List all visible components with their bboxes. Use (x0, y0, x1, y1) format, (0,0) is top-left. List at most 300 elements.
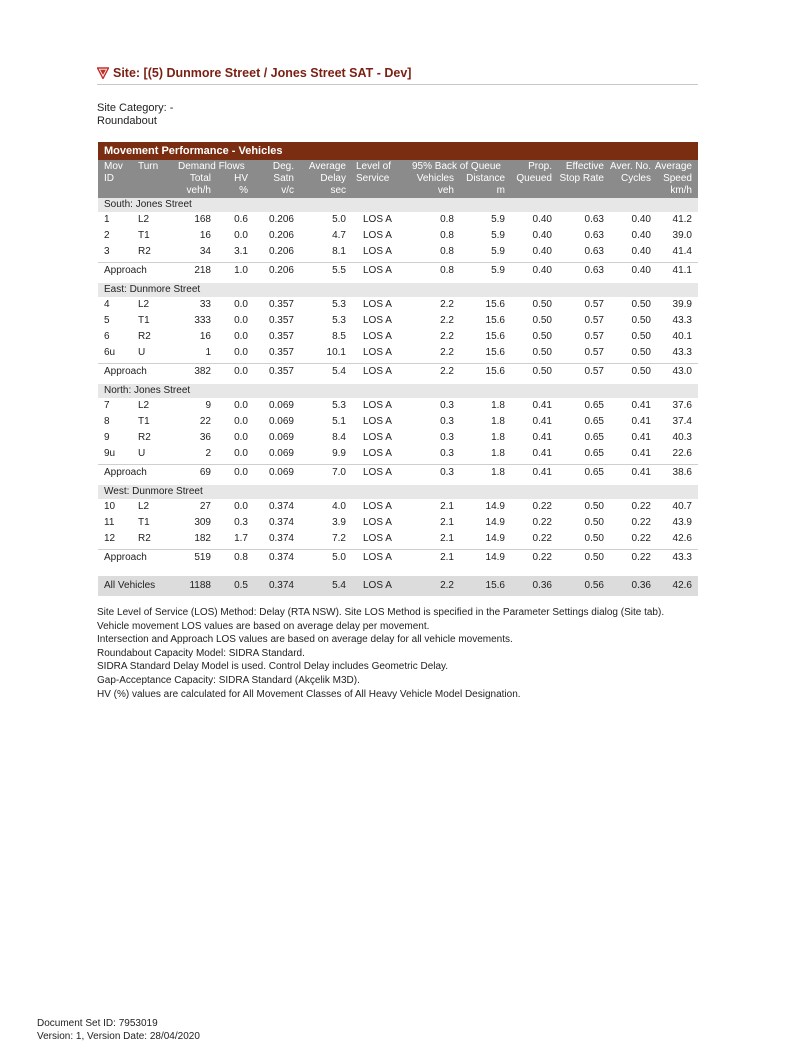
notes (97, 606, 664, 701)
cell-total-flow: 33 (199, 299, 211, 310)
cell-turn: T1 (138, 315, 150, 326)
header-effective: Effective (565, 161, 604, 172)
cell-hv-percent: 1.7 (234, 533, 248, 544)
cell-queue-distance: 1.8 (491, 432, 505, 443)
cell-total-flow: 519 (194, 552, 211, 563)
header-total-unit: veh/h (186, 185, 211, 196)
cell-hv-percent: 0.0 (234, 315, 248, 326)
cell-deg-satn: 0.357 (268, 347, 294, 358)
cell-mov-id: 10 (104, 501, 116, 512)
cell-level-of-service: LOS A (363, 366, 392, 377)
cell-aver-cycles: 0.40 (631, 246, 651, 257)
header-mov: Mov (104, 161, 123, 172)
header-hv: HV (234, 173, 248, 184)
cell-hv-percent: 0.0 (234, 347, 248, 358)
cell-aver-cycles: 0.41 (631, 416, 651, 427)
header-prop: Prop. (528, 161, 552, 172)
header-queued: Queued (516, 173, 552, 184)
table-body (98, 198, 698, 596)
cell-aver-cycles: 0.50 (631, 347, 651, 358)
table-row (98, 244, 698, 260)
cell-aver-cycles: 0.40 (631, 214, 651, 225)
cell-avg-speed: 42.6 (672, 533, 692, 544)
cell-prop-queued: 0.22 (532, 533, 552, 544)
cell-avg-speed: 41.1 (672, 265, 692, 276)
header-average-speed: Average (654, 161, 692, 172)
cell-deg-satn: 0.206 (268, 230, 294, 241)
cell-stop-rate: 0.50 (584, 517, 604, 528)
cell-aver-cycles: 0.22 (631, 552, 651, 563)
cell-queue-vehicles: 2.1 (440, 501, 454, 512)
table-row (98, 297, 698, 313)
cell-mov-id: 9u (104, 448, 116, 459)
approach-section-header: South: Jones Street (98, 198, 698, 212)
cell-mov-id: 7 (104, 400, 110, 411)
cell-hv-percent: 0.0 (234, 400, 248, 411)
cell-aver-cycles: 0.50 (631, 331, 651, 342)
header-deg-unit: v/c (281, 185, 294, 196)
cell-level-of-service: LOS A (363, 432, 392, 443)
cell-deg-satn: 0.374 (268, 580, 294, 591)
cell-turn: R2 (138, 533, 151, 544)
cell-queue-vehicles: 0.3 (440, 467, 454, 478)
document-footer (37, 1017, 200, 1043)
cell-queue-vehicles: 2.2 (440, 580, 454, 591)
cell-queue-distance: 15.6 (485, 580, 505, 591)
cell-level-of-service: LOS A (363, 214, 392, 225)
cell-level-of-service: LOS A (363, 331, 392, 342)
header-delay: Delay (320, 173, 346, 184)
cell-level-of-service: LOS A (363, 230, 392, 241)
cell-stop-rate: 0.50 (584, 552, 604, 563)
header-speed-unit: km/h (670, 185, 692, 196)
cell-avg-speed: 37.6 (672, 400, 692, 411)
cell-stop-rate: 0.63 (584, 214, 604, 225)
header-back-of-queue: 95% Back of Queue (412, 161, 501, 172)
cell-hv-percent: 0.0 (234, 366, 248, 377)
cell-prop-queued: 0.40 (532, 265, 552, 276)
cell-total-flow: 182 (194, 533, 211, 544)
section-spacer (98, 565, 698, 570)
movement-performance-table (98, 142, 698, 596)
cell-avg-speed: 22.6 (672, 448, 692, 459)
cell-aver-cycles: 0.36 (631, 580, 651, 591)
header-hv-unit: % (239, 185, 248, 196)
cell-level-of-service: LOS A (363, 580, 392, 591)
table-row (98, 228, 698, 244)
table-row (98, 446, 698, 462)
approach-section-header: East: Dunmore Street (98, 283, 698, 297)
cell-queue-vehicles: 2.2 (440, 331, 454, 342)
cell-avg-delay: 4.7 (332, 230, 346, 241)
cell-queue-distance: 1.8 (491, 400, 505, 411)
cell-stop-rate: 0.57 (584, 331, 604, 342)
roundabout-site-icon (97, 67, 109, 79)
note-line: Intersection and Approach LOS values are based on average delay for all vehicle movements. (97, 634, 513, 646)
cell-aver-cycles: 0.50 (631, 315, 651, 326)
cell-total-flow: 34 (199, 246, 211, 257)
cell-deg-satn: 0.069 (268, 416, 294, 427)
cell-queue-distance: 14.9 (485, 533, 505, 544)
header-aver-no: Aver. No. (610, 161, 651, 172)
cell-avg-speed: 37.4 (672, 416, 692, 427)
table-row (98, 531, 698, 547)
cell-deg-satn: 0.069 (268, 400, 294, 411)
cell-queue-vehicles: 0.3 (440, 448, 454, 459)
cell-queue-vehicles: 2.2 (440, 366, 454, 377)
cell-turn: U (138, 448, 146, 459)
cell-total-flow: 1 (205, 347, 211, 358)
cell-avg-delay: 5.3 (332, 299, 346, 310)
cell-hv-percent: 0.0 (234, 416, 248, 427)
header-delay-unit: sec (330, 185, 346, 196)
cell-queue-vehicles: 0.3 (440, 416, 454, 427)
cell-stop-rate: 0.57 (584, 299, 604, 310)
cell-turn: R2 (138, 331, 151, 342)
cell-prop-queued: 0.41 (532, 416, 552, 427)
cell-total-flow: 22 (199, 416, 211, 427)
header-distance: Distance (466, 173, 505, 184)
cell-level-of-service: LOS A (363, 400, 392, 411)
cell-level-of-service: LOS A (363, 265, 392, 276)
cell-queue-vehicles: 0.8 (440, 246, 454, 257)
cell-mov-id: Approach (104, 552, 147, 563)
cell-deg-satn: 0.206 (268, 214, 294, 225)
site-type: Roundabout (97, 115, 157, 127)
cell-stop-rate: 0.63 (584, 265, 604, 276)
cell-hv-percent: 0.5 (234, 580, 248, 591)
cell-hv-percent: 0.0 (234, 448, 248, 459)
cell-queue-distance: 5.9 (491, 214, 505, 225)
cell-total-flow: 1188 (189, 580, 211, 591)
cell-total-flow: 2 (205, 448, 211, 459)
cell-aver-cycles: 0.22 (631, 517, 651, 528)
cell-queue-vehicles: 0.3 (440, 400, 454, 411)
cell-total-flow: 9 (205, 400, 211, 411)
table-row (98, 515, 698, 531)
cell-avg-delay: 4.0 (332, 501, 346, 512)
approach-section-header: West: Dunmore Street (98, 485, 698, 499)
cell-deg-satn: 0.374 (268, 552, 294, 563)
approach-total-row (98, 464, 698, 480)
cell-level-of-service: LOS A (363, 347, 392, 358)
cell-prop-queued: 0.22 (532, 517, 552, 528)
cell-avg-delay: 9.9 (332, 448, 346, 459)
cell-stop-rate: 0.50 (584, 501, 604, 512)
cell-deg-satn: 0.374 (268, 517, 294, 528)
table-header (98, 160, 698, 198)
cell-aver-cycles: 0.50 (631, 299, 651, 310)
header-service: Service (356, 173, 390, 184)
cell-stop-rate: 0.65 (584, 416, 604, 427)
cell-avg-speed: 43.3 (672, 552, 692, 563)
header-satn: Satn (273, 173, 294, 184)
cell-stop-rate: 0.65 (584, 467, 604, 478)
cell-prop-queued: 0.50 (532, 299, 552, 310)
cell-queue-distance: 15.6 (485, 366, 505, 377)
cell-queue-distance: 14.9 (485, 552, 505, 563)
cell-stop-rate: 0.56 (584, 580, 604, 591)
cell-deg-satn: 0.069 (268, 467, 294, 478)
cell-avg-delay: 5.0 (332, 552, 346, 563)
cell-avg-delay: 7.0 (332, 467, 346, 478)
note-line: Site Level of Service (LOS) Method: Delay (RTA NSW). Site LOS Method is specified in the Parameter Settings dialog (Site tab). (97, 607, 665, 618)
cell-avg-speed: 41.2 (672, 214, 692, 225)
approach-total-row (98, 363, 698, 379)
cell-deg-satn: 0.206 (268, 246, 294, 257)
site-category (97, 102, 173, 128)
cell-mov-id: Approach (104, 366, 147, 377)
cell-avg-delay: 8.1 (332, 246, 346, 257)
cell-stop-rate: 0.57 (584, 315, 604, 326)
cell-queue-distance: 1.8 (491, 467, 505, 478)
cell-stop-rate: 0.57 (584, 366, 604, 377)
note-line: Vehicle movement LOS values are based on average delay per movement. (97, 620, 430, 632)
cell-queue-distance: 5.9 (491, 246, 505, 257)
cell-level-of-service: LOS A (363, 246, 392, 257)
cell-queue-distance: 14.9 (485, 517, 505, 528)
cell-aver-cycles: 0.40 (631, 265, 651, 276)
cell-queue-vehicles: 2.2 (440, 315, 454, 326)
cell-avg-delay: 10.1 (326, 347, 346, 358)
cell-mov-id: Approach (104, 467, 147, 478)
cell-level-of-service: LOS A (363, 517, 392, 528)
cell-avg-delay: 5.3 (332, 315, 346, 326)
cell-stop-rate: 0.63 (584, 230, 604, 241)
cell-hv-percent: 0.0 (234, 299, 248, 310)
cell-avg-speed: 43.3 (672, 315, 692, 326)
cell-mov-id: All Vehicles (104, 580, 156, 591)
cell-aver-cycles: 0.22 (631, 501, 651, 512)
cell-total-flow: 16 (199, 230, 211, 241)
cell-level-of-service: LOS A (363, 315, 392, 326)
cell-mov-id: 11 (104, 517, 115, 528)
cell-turn: L2 (138, 400, 150, 411)
cell-avg-speed: 43.3 (672, 347, 692, 358)
cell-avg-delay: 8.5 (332, 331, 346, 342)
cell-avg-delay: 5.4 (332, 580, 346, 591)
cell-mov-id: 2 (104, 230, 110, 241)
header-demand-flows: Demand Flows (178, 161, 245, 172)
cell-avg-speed: 39.0 (672, 230, 692, 241)
cell-hv-percent: 0.0 (234, 230, 248, 241)
cell-prop-queued: 0.50 (532, 331, 552, 342)
cell-total-flow: 333 (194, 315, 211, 326)
cell-deg-satn: 0.069 (268, 448, 294, 459)
cell-hv-percent: 0.8 (234, 552, 248, 563)
cell-queue-distance: 15.6 (485, 299, 505, 310)
cell-hv-percent: 0.0 (234, 432, 248, 443)
cell-queue-distance: 15.6 (485, 315, 505, 326)
cell-queue-vehicles: 2.1 (440, 517, 454, 528)
cell-queue-vehicles: 2.1 (440, 552, 454, 563)
document-version: Version: 1, Version Date: 28/04/2020 (37, 1031, 200, 1042)
document-set-id: Document Set ID: 7953019 (37, 1018, 158, 1029)
cell-avg-delay: 8.4 (332, 432, 346, 443)
header-vehicles: Vehicles (416, 173, 454, 184)
approach-section-header: North: Jones Street (98, 384, 698, 398)
site-title: Site: [(5) Dunmore Street / Jones Street SAT - Dev] (113, 66, 412, 80)
cell-hv-percent: 0.0 (234, 501, 248, 512)
cell-queue-vehicles: 2.1 (440, 533, 454, 544)
header-cycles: Cycles (620, 173, 651, 184)
site-title-bar (97, 66, 698, 85)
cell-total-flow: 27 (199, 501, 211, 512)
table-row (98, 398, 698, 414)
cell-deg-satn: 0.206 (268, 265, 294, 276)
cell-deg-satn: 0.374 (268, 501, 294, 512)
cell-mov-id: 1 (104, 214, 110, 225)
cell-deg-satn: 0.357 (268, 315, 294, 326)
cell-total-flow: 168 (194, 214, 211, 225)
cell-aver-cycles: 0.41 (631, 432, 651, 443)
site-category-label: Site Category: - (97, 102, 174, 114)
cell-prop-queued: 0.40 (532, 214, 552, 225)
table-row (98, 499, 698, 515)
cell-turn: U (138, 347, 146, 358)
cell-deg-satn: 0.069 (268, 432, 294, 443)
header-vehicles-unit: veh (437, 185, 454, 196)
cell-queue-vehicles: 0.8 (440, 214, 454, 225)
cell-avg-speed: 40.1 (672, 331, 692, 342)
cell-prop-queued: 0.50 (532, 347, 552, 358)
cell-prop-queued: 0.22 (532, 552, 552, 563)
cell-queue-vehicles: 2.2 (440, 347, 454, 358)
cell-avg-speed: 40.3 (672, 432, 692, 443)
cell-prop-queued: 0.41 (532, 432, 552, 443)
cell-total-flow: 218 (194, 265, 211, 276)
note-line: SIDRA Standard Delay Model is used. Control Delay includes Geometric Delay. (97, 661, 449, 673)
cell-stop-rate: 0.57 (584, 347, 604, 358)
note-line: Roundabout Capacity Model: SIDRA Standard. (97, 647, 305, 659)
cell-prop-queued: 0.41 (532, 467, 552, 478)
cell-queue-distance: 1.8 (491, 448, 505, 459)
cell-hv-percent: 0.6 (234, 214, 248, 225)
cell-hv-percent: 0.3 (234, 517, 248, 528)
cell-prop-queued: 0.22 (532, 501, 552, 512)
cell-avg-speed: 39.9 (672, 299, 692, 310)
cell-turn: T1 (138, 517, 150, 528)
cell-mov-id: 6u (104, 347, 116, 358)
cell-deg-satn: 0.357 (268, 299, 294, 310)
cell-total-flow: 16 (199, 331, 211, 342)
cell-level-of-service: LOS A (363, 299, 392, 310)
cell-avg-delay: 5.3 (332, 400, 346, 411)
cell-mov-id: Approach (104, 265, 147, 276)
cell-stop-rate: 0.65 (584, 432, 604, 443)
cell-hv-percent: 3.1 (234, 246, 248, 257)
cell-stop-rate: 0.50 (584, 533, 604, 544)
all-vehicles-row (98, 576, 698, 596)
cell-aver-cycles: 0.41 (631, 400, 651, 411)
cell-total-flow: 36 (199, 432, 211, 443)
cell-total-flow: 69 (199, 467, 211, 478)
cell-prop-queued: 0.40 (532, 246, 552, 257)
approach-total-row (98, 549, 698, 565)
table-title: Movement Performance - Vehicles (98, 142, 698, 160)
cell-queue-distance: 15.6 (485, 347, 505, 358)
cell-aver-cycles: 0.41 (631, 467, 651, 478)
cell-avg-speed: 42.6 (672, 580, 692, 591)
cell-hv-percent: 0.0 (234, 467, 248, 478)
table-row (98, 430, 698, 446)
cell-aver-cycles: 0.41 (631, 448, 651, 459)
cell-queue-distance: 1.8 (491, 416, 505, 427)
cell-level-of-service: LOS A (363, 533, 392, 544)
cell-avg-speed: 43.9 (672, 517, 692, 528)
cell-avg-speed: 41.4 (672, 246, 692, 257)
cell-aver-cycles: 0.40 (631, 230, 651, 241)
cell-deg-satn: 0.357 (268, 366, 294, 377)
cell-queue-distance: 15.6 (485, 331, 505, 342)
cell-turn: L2 (138, 214, 150, 225)
cell-queue-distance: 5.9 (491, 230, 505, 241)
cell-turn: L2 (138, 299, 150, 310)
cell-level-of-service: LOS A (363, 416, 392, 427)
cell-mov-id: 6 (104, 331, 110, 342)
cell-level-of-service: LOS A (363, 467, 392, 478)
cell-mov-id: 12 (104, 533, 116, 544)
cell-prop-queued: 0.40 (532, 230, 552, 241)
cell-level-of-service: LOS A (363, 448, 392, 459)
table-row (98, 414, 698, 430)
cell-queue-vehicles: 0.8 (440, 230, 454, 241)
cell-avg-delay: 5.4 (332, 366, 346, 377)
cell-prop-queued: 0.41 (532, 448, 552, 459)
cell-avg-speed: 38.6 (672, 467, 692, 478)
header-id: ID (104, 173, 114, 184)
table-row (98, 345, 698, 361)
approach-total-row (98, 262, 698, 278)
cell-stop-rate: 0.65 (584, 400, 604, 411)
cell-mov-id: 4 (104, 299, 110, 310)
cell-avg-delay: 5.0 (332, 214, 346, 225)
cell-turn: R2 (138, 432, 151, 443)
cell-turn: T1 (138, 416, 150, 427)
cell-queue-vehicles: 0.3 (440, 432, 454, 443)
cell-level-of-service: LOS A (363, 552, 392, 563)
cell-mov-id: 9 (104, 432, 110, 443)
cell-avg-speed: 43.0 (672, 366, 692, 377)
cell-mov-id: 5 (104, 315, 110, 326)
cell-turn: L2 (138, 501, 150, 512)
cell-hv-percent: 0.0 (234, 331, 248, 342)
header-level-of: Level of (356, 161, 392, 172)
cell-mov-id: 8 (104, 416, 110, 427)
cell-total-flow: 382 (194, 366, 211, 377)
header-stop-rate: Stop Rate (559, 173, 604, 184)
header-distance-unit: m (496, 185, 505, 196)
cell-queue-vehicles: 0.8 (440, 265, 454, 276)
cell-turn: R2 (138, 246, 151, 257)
cell-level-of-service: LOS A (363, 501, 392, 512)
header-total: Total (189, 173, 211, 184)
cell-avg-speed: 40.7 (672, 501, 692, 512)
cell-avg-delay: 3.9 (332, 517, 346, 528)
cell-stop-rate: 0.65 (584, 448, 604, 459)
cell-prop-queued: 0.50 (532, 366, 552, 377)
note-line: Gap-Acceptance Capacity: SIDRA Standard (Akçelik M3D). (97, 674, 360, 686)
cell-aver-cycles: 0.22 (631, 533, 651, 544)
cell-queue-distance: 14.9 (485, 501, 505, 512)
cell-aver-cycles: 0.50 (631, 366, 651, 377)
cell-deg-satn: 0.374 (268, 533, 294, 544)
cell-mov-id: 3 (104, 246, 110, 257)
cell-total-flow: 309 (194, 517, 211, 528)
cell-turn: T1 (138, 230, 150, 241)
table-row (98, 329, 698, 345)
header-deg: Deg. (272, 161, 294, 172)
